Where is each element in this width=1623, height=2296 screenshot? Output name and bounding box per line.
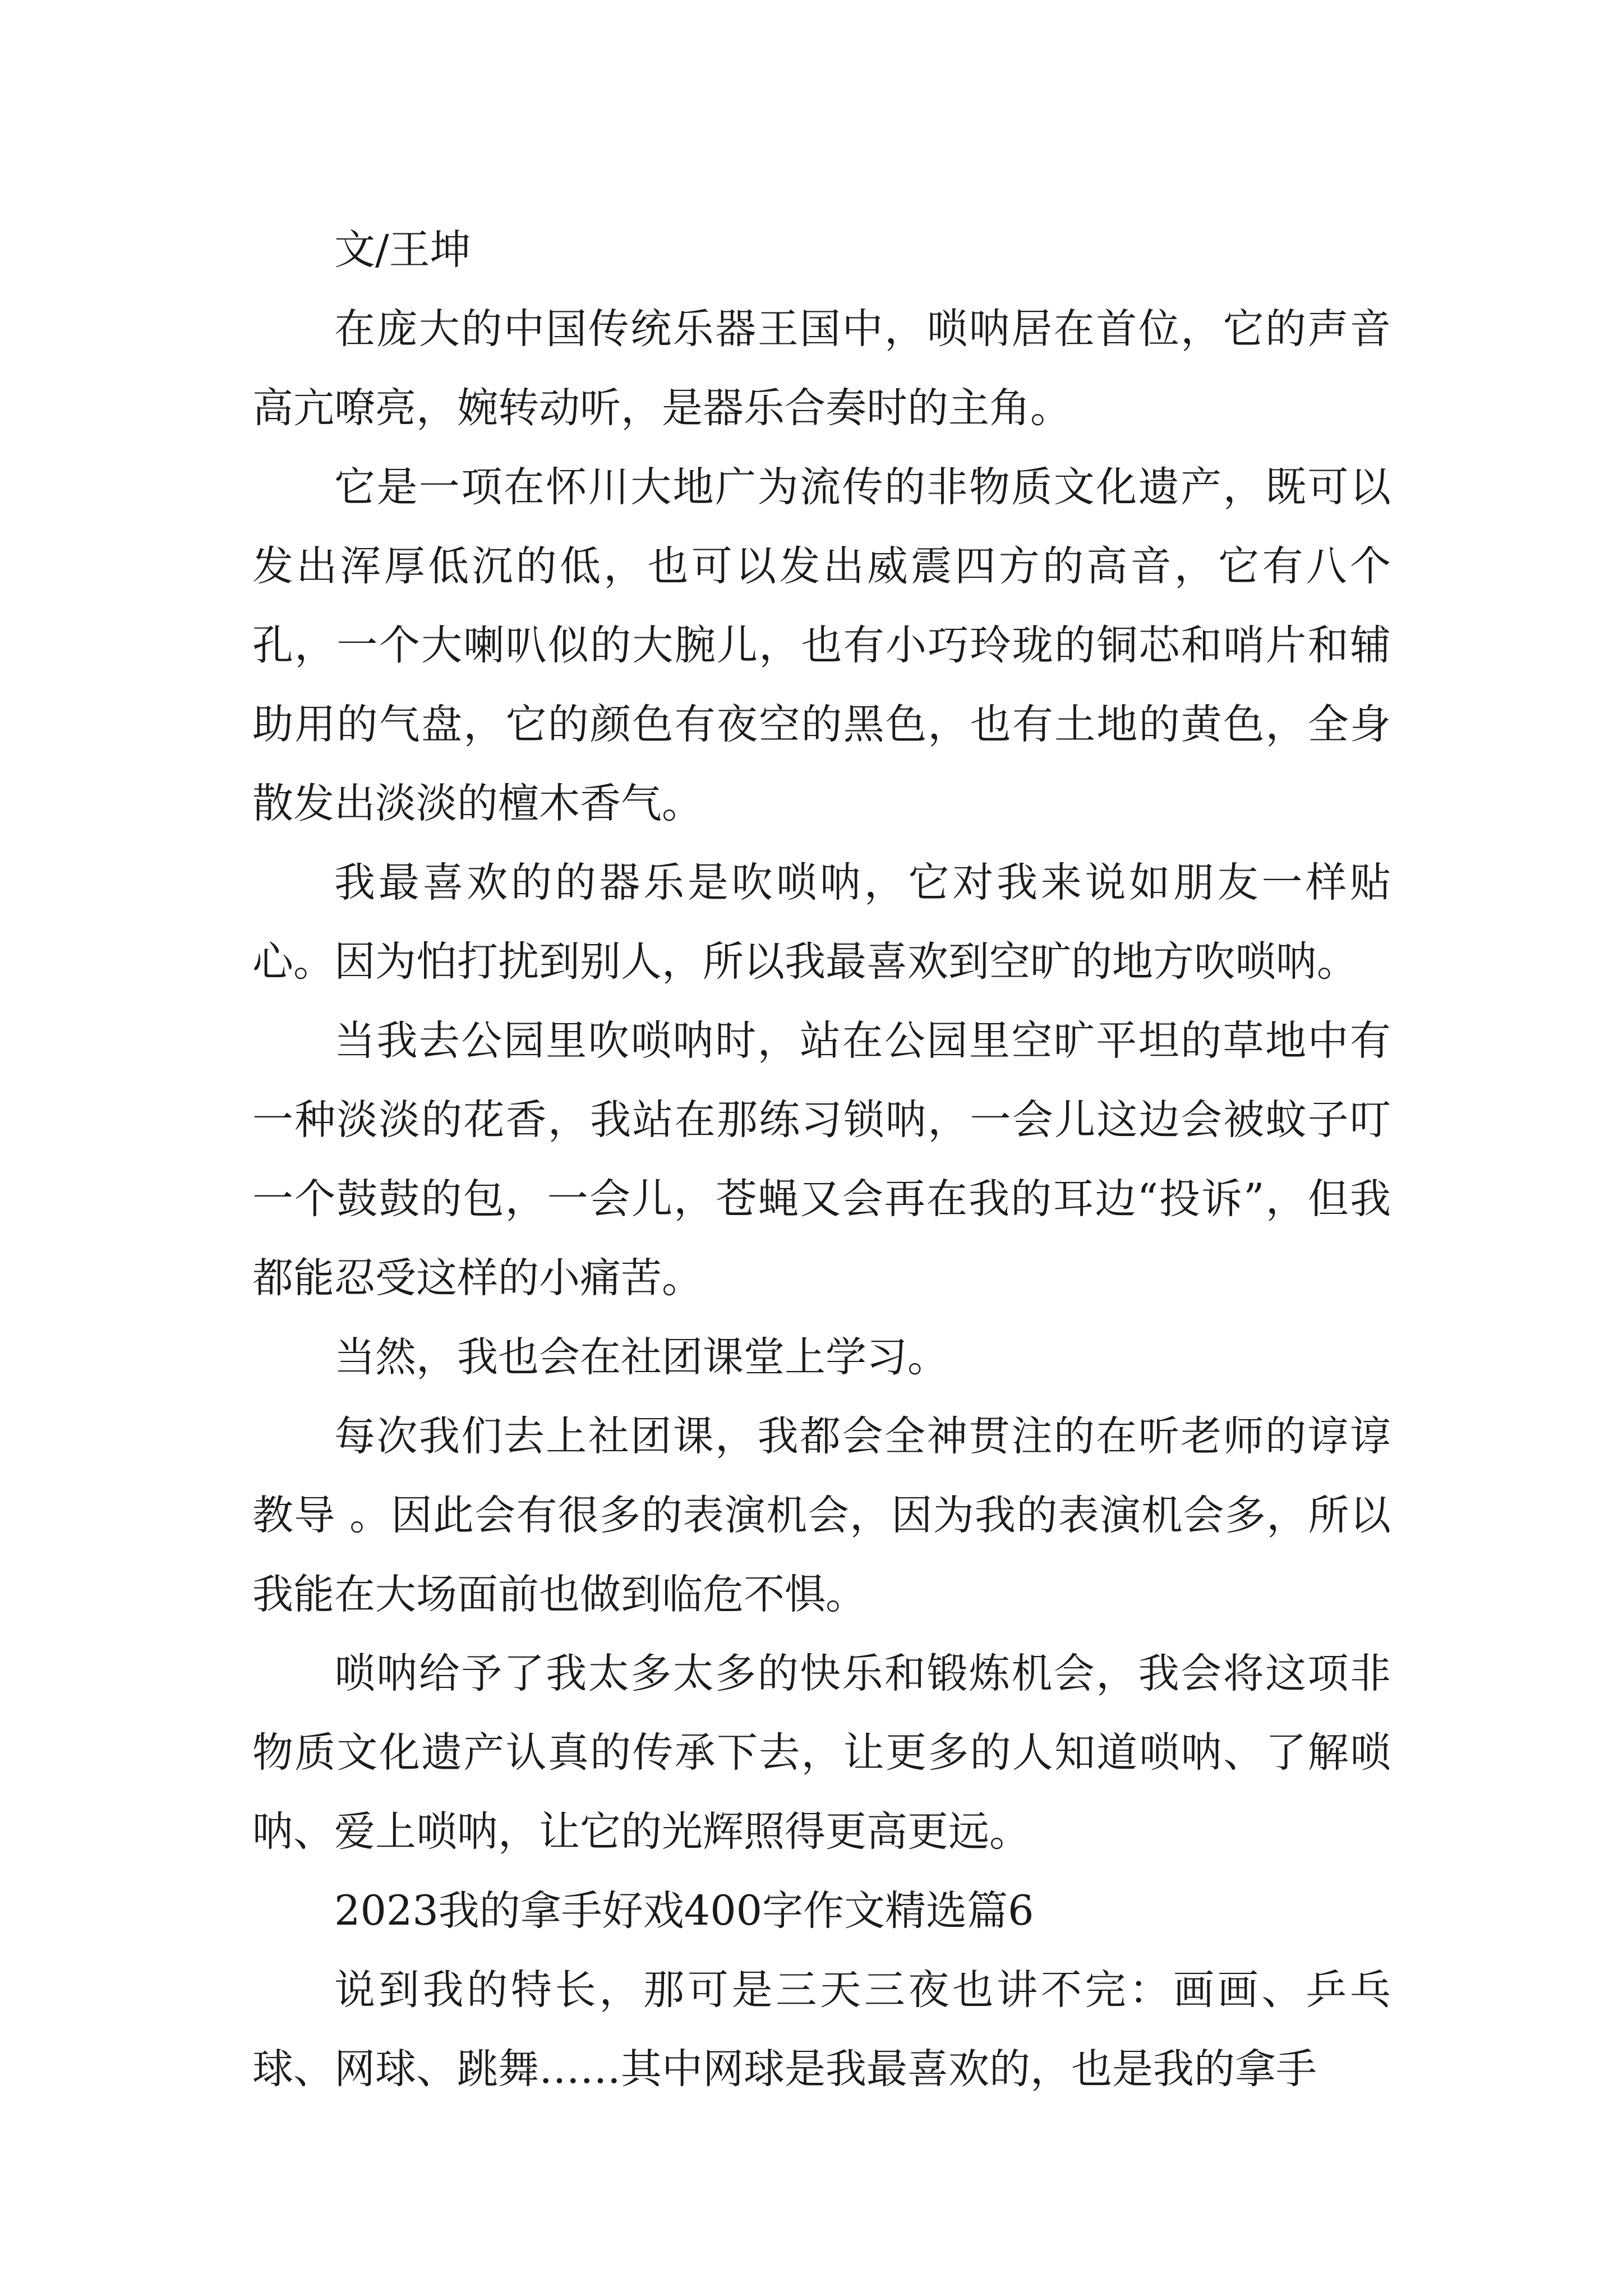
section-heading: 2023我的拿手好戏400字作文精选篇6 [334,1887,1034,1935]
paragraph-club-class: 当然，我也会在社团课堂上学习。 [334,1333,948,1381]
paragraph-conclusion: 唢呐给予了我太多太多的快乐和锻炼机会，我会将这项非物质文化遗产认真的传承下去，让更多的人知道唢呐、了解唢呐、爱上唢呐，让它的光辉照得更高更远。 [252,1650,1391,1856]
paragraph-teacher-guidance: 每次我们去上社团课，我都会全神贯注的在听老师的谆谆教导 。因此会有很多的表演机会，因为我的表演机会多，所以我能在大场面前也做到临危不惧。 [252,1412,1391,1618]
article-body [252,210,1391,2109]
paragraph-park-practice: 当我去公园里吹唢呐时，站在公园里空旷平坦的草地中有一种淡淡的花香，我站在那练习锁呐，一会儿这边会被蚊子叮一个鼓鼓的包，一会儿，苍蝇又会再在我的耳边“投诉”，但我都能忍受这样的小痛苦。 [252,1017,1391,1302]
author-line: 文/王坤 [334,226,471,274]
paragraph-suona-intro: 在庞大的中国传统乐器王国中，唢呐居在首位，它的声音高亢嘹亮，婉转动听，是器乐合奏时的主角。 [252,305,1391,432]
paragraph-specialties: 说到我的特长，那可是三天三夜也讲不完：画画、乒乓球、网球、跳舞……其中网球是我最喜欢的，也是我的拿手 [252,1966,1391,2093]
paragraph-suona-description: 它是一项在怀川大地广为流传的非物质文化遗产，既可以发出浑厚低沉的低，也可以发出威震四方的高音，它有八个孔，一个大喇叭似的大腕儿，也有小巧玲珑的铜芯和哨片和辅助用的气盘，它的颜色有夜空的黑色，也有土地的黄色，全身散发出淡淡的檀木香气。 [252,463,1391,827]
paragraph-favorite-instrument: 我最喜欢的的器乐是吹唢呐，它对我来说如朋友一样贴心。因为怕打扰到别人，所以我最喜欢到空旷的地方吹唢呐。 [252,859,1391,986]
